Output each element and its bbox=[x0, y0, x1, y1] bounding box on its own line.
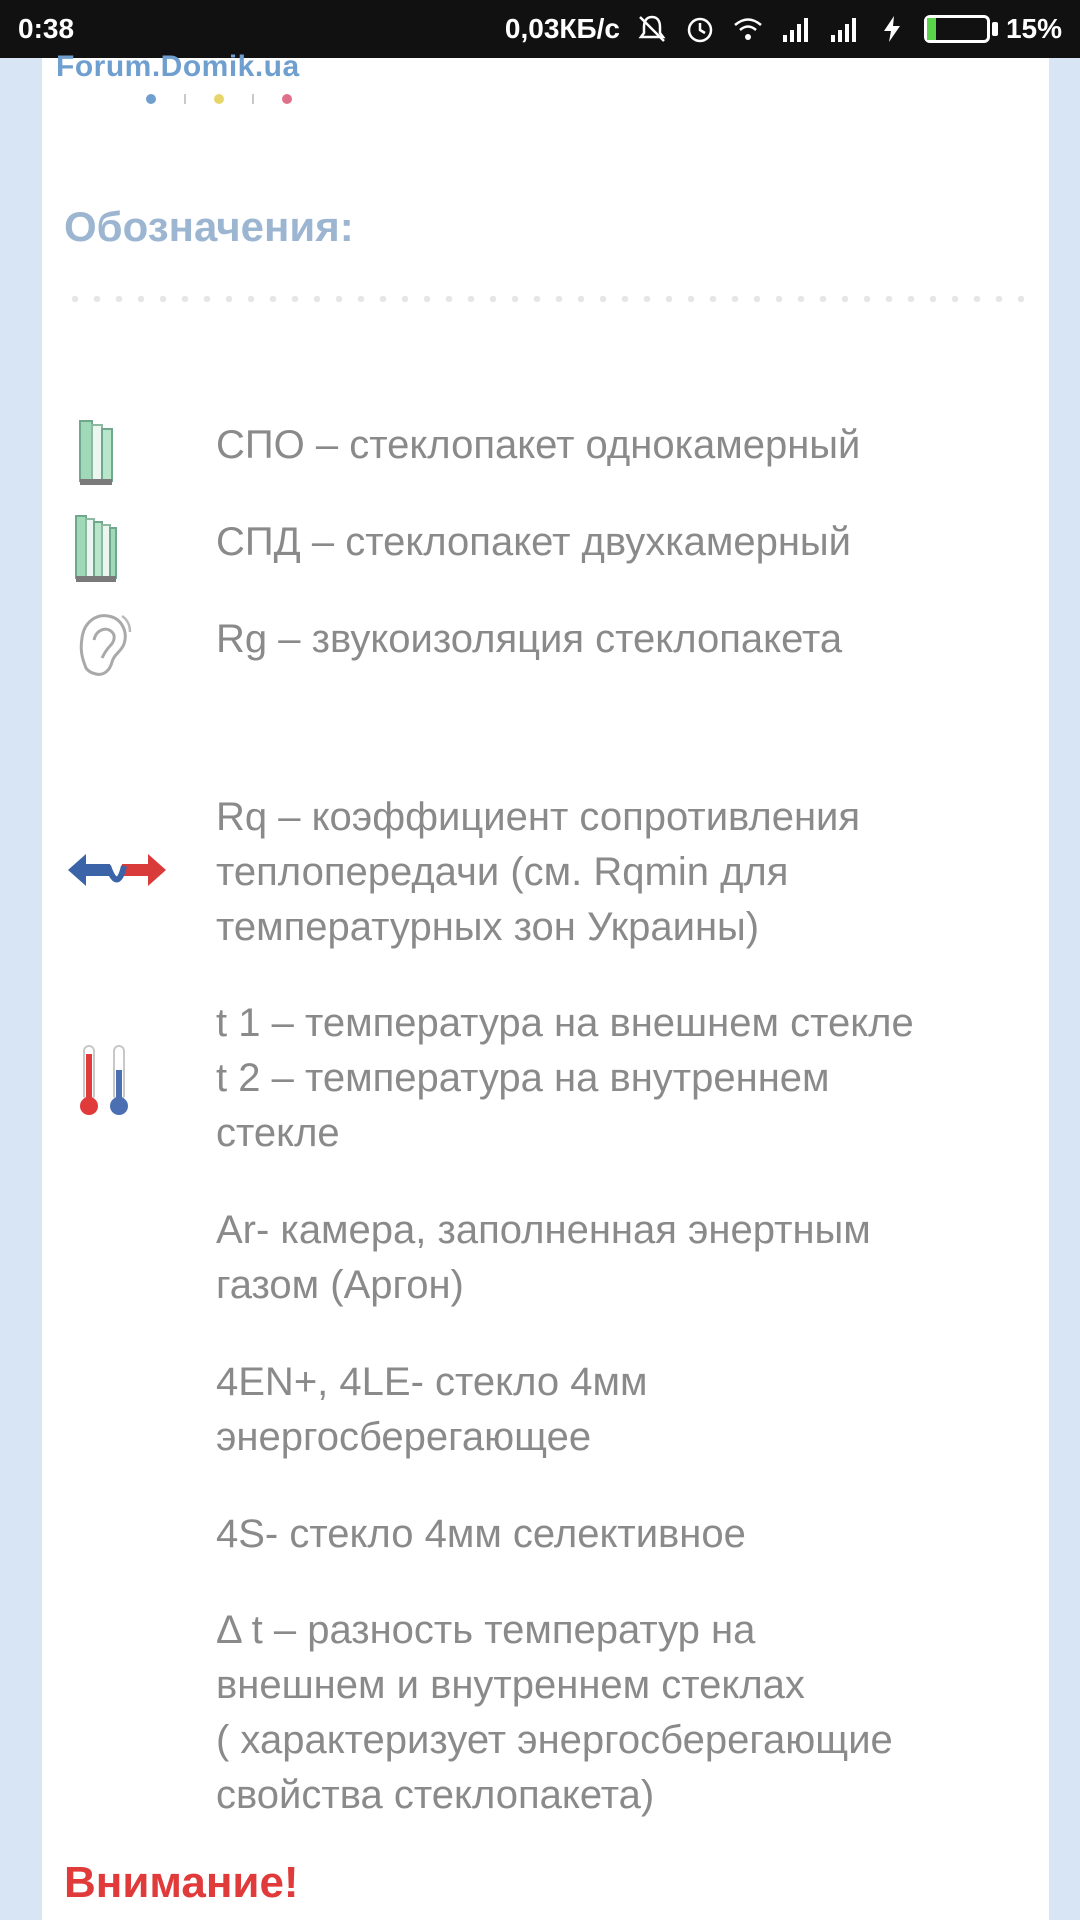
battery-percent: 15% bbox=[1005, 13, 1062, 44]
legend-line: внешнем и внутреннем стеклах bbox=[216, 1663, 805, 1707]
legend-text bbox=[216, 996, 1036, 1161]
legend-text bbox=[216, 1603, 1036, 1823]
double-chamber-glass-icon bbox=[64, 506, 124, 584]
legend-text bbox=[216, 790, 1036, 955]
wifi-icon bbox=[732, 13, 764, 45]
logo-text: Forum.Domik.ua bbox=[56, 50, 300, 83]
thermometers-icon bbox=[64, 1040, 144, 1120]
legend-line: Ar- камера, заполненная энертным bbox=[216, 1208, 871, 1252]
status-right bbox=[505, 13, 1062, 45]
legend-line: СПО – стеклопакет однокамерный bbox=[216, 423, 861, 467]
legend-line: 4S- стекло 4мм селективное bbox=[216, 1512, 746, 1556]
status-time: 0:38 bbox=[18, 13, 75, 44]
single-chamber-glass-icon bbox=[64, 409, 124, 487]
legend-icon-wrap bbox=[64, 604, 174, 684]
logo-separator bbox=[252, 94, 254, 104]
legend-line: Δ t – разность температур на bbox=[216, 1608, 756, 1652]
section-title: Обозначения: bbox=[64, 203, 354, 250]
battery-cap bbox=[992, 22, 998, 36]
legend-line: t 1 – температура на внешнем стекле bbox=[216, 1001, 914, 1045]
legend-line: ( характеризует энергосберегающие bbox=[216, 1718, 893, 1762]
legend-line: t 2 – температура на внутреннем bbox=[216, 1056, 830, 1100]
legend-line: энергосберегающее bbox=[216, 1415, 592, 1459]
legend-line: теплопередачи (см. Rqmin для bbox=[216, 850, 789, 894]
logo-dot-blue bbox=[146, 94, 156, 104]
signal-icon bbox=[828, 13, 860, 45]
legend-icon-wrap bbox=[64, 408, 174, 488]
page-content bbox=[42, 50, 1049, 1920]
mute-icon bbox=[636, 13, 668, 45]
legend-line: Rq – коэффициент сопротивления bbox=[216, 795, 861, 839]
alarm-icon bbox=[684, 13, 716, 45]
legend-text bbox=[216, 1203, 1036, 1313]
battery-fill bbox=[927, 18, 936, 40]
legend-line: температурных зон Украины) bbox=[216, 905, 760, 949]
legend-text bbox=[216, 1507, 1036, 1562]
legend-text bbox=[216, 1355, 1036, 1465]
charging-icon bbox=[876, 13, 908, 45]
logo-separator bbox=[184, 94, 186, 104]
logo-dot-yellow bbox=[214, 94, 224, 104]
legend-line: Rg – звукоизоляция стеклопакета bbox=[216, 617, 843, 661]
battery-icon bbox=[924, 15, 990, 43]
dotted-divider bbox=[64, 296, 1029, 302]
legend-line: газом (Аргон) bbox=[216, 1263, 464, 1307]
logo-dots bbox=[146, 94, 292, 104]
legend-icon-wrap bbox=[64, 1040, 174, 1120]
legend-text bbox=[216, 515, 1036, 570]
legend-line: СПД – стеклопакет двухкамерный bbox=[216, 520, 852, 564]
site-logo[interactable] bbox=[56, 50, 300, 84]
legend-line: 4EN+, 4LE- стекло 4мм bbox=[216, 1360, 648, 1404]
network-speed: 0,03КБ/с bbox=[504, 13, 620, 44]
ear-icon bbox=[64, 606, 134, 682]
legend-text bbox=[216, 612, 1036, 667]
battery-indicator bbox=[924, 13, 1062, 45]
legend-icon-wrap bbox=[64, 834, 174, 914]
legend-line: стекле bbox=[216, 1111, 340, 1155]
legend-text bbox=[216, 418, 1036, 473]
heat-transfer-arrows-icon bbox=[64, 844, 170, 904]
legend-line: свойства стеклопакета) bbox=[216, 1773, 655, 1817]
legend-icon-wrap bbox=[64, 505, 174, 585]
logo-dot-pink bbox=[282, 94, 292, 104]
attention-heading: Внимание! bbox=[64, 1858, 299, 1907]
signal-icon bbox=[780, 13, 812, 45]
